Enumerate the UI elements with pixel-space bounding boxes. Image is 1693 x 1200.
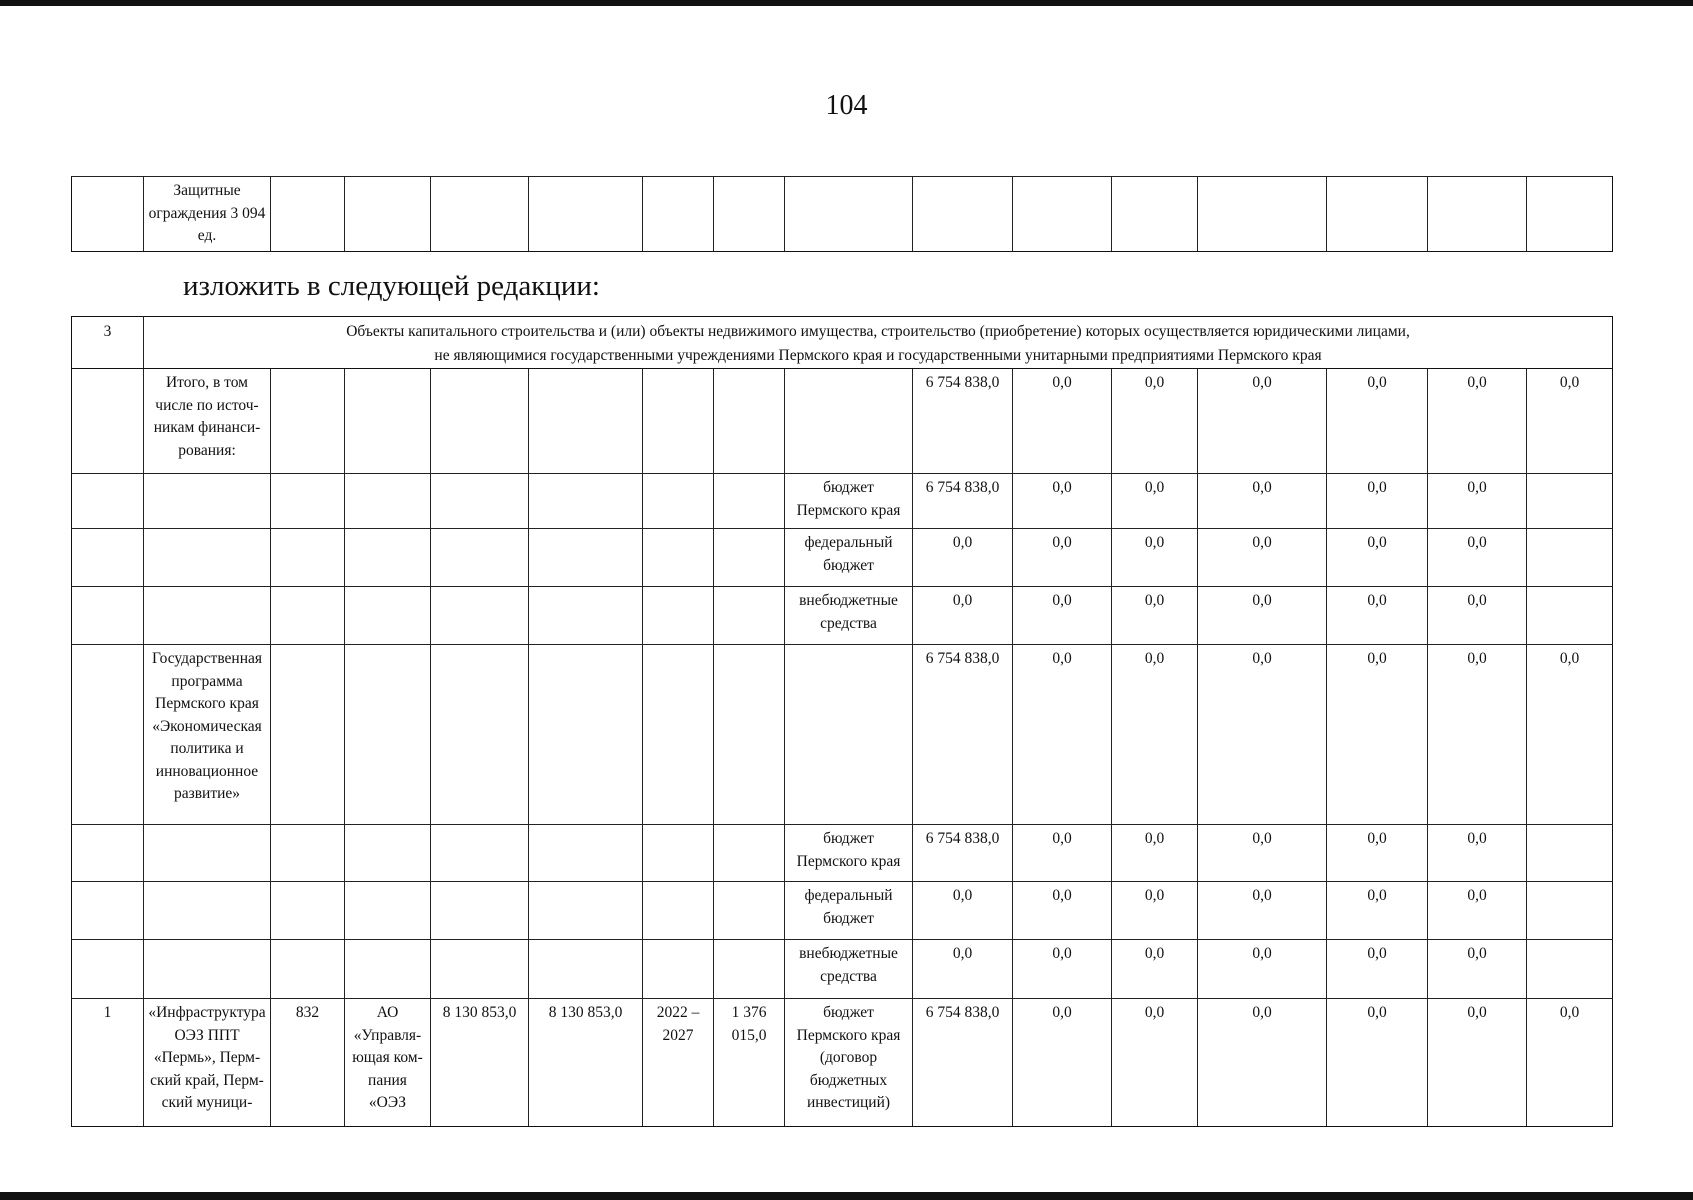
value-1-cell: 6 754 838,0	[913, 999, 1013, 1127]
table-cell	[1527, 177, 1613, 252]
value-7-cell	[1527, 940, 1613, 999]
cost-limit-cell	[529, 940, 643, 999]
value-4-cell: 0,0	[1198, 825, 1327, 882]
value-4-cell: 0,0	[1198, 587, 1327, 645]
value-1-cell: 6 754 838,0	[913, 474, 1013, 529]
cost-limit-cell	[529, 529, 643, 587]
value-3-cell: 0,0	[1112, 940, 1198, 999]
value-6-cell: 0,0	[1428, 645, 1527, 825]
estimated-cost-cell	[431, 882, 529, 940]
row-number-cell: 1	[72, 999, 144, 1127]
organization-cell	[345, 529, 431, 587]
capacity-cell: 1 376 015,0	[714, 999, 785, 1127]
code-cell	[271, 940, 345, 999]
funding-source-cell: бюджет Пермского края (договор бюджетных инвестиций)	[785, 999, 913, 1127]
page-number: 104	[825, 90, 868, 121]
value-7-cell	[1527, 882, 1613, 940]
value-2-cell: 0,0	[1013, 587, 1112, 645]
period-cell	[643, 825, 714, 882]
value-3-cell: 0,0	[1112, 645, 1198, 825]
value-4-cell: 0,0	[1198, 940, 1327, 999]
estimated-cost-cell	[431, 474, 529, 529]
value-7-cell: 0,0	[1527, 999, 1613, 1127]
value-2-cell: 0,0	[1013, 369, 1112, 474]
value-1-cell: 6 754 838,0	[913, 825, 1013, 882]
value-2-cell: 0,0	[1013, 999, 1112, 1127]
period-cell	[643, 587, 714, 645]
value-4-cell: 0,0	[1198, 529, 1327, 587]
value-6-cell: 0,0	[1428, 940, 1527, 999]
value-3-cell: 0,0	[1112, 999, 1198, 1127]
value-5-cell: 0,0	[1327, 882, 1428, 940]
capacity-cell	[714, 587, 785, 645]
section-number: 3	[72, 317, 144, 369]
value-7-cell: 0,0	[1527, 645, 1613, 825]
table-row	[72, 529, 1613, 587]
value-1-cell: 6 754 838,0	[913, 645, 1013, 825]
funding-source-cell: федеральный бюджет	[785, 529, 913, 587]
amendment-heading: изложить в следующей редакции:	[183, 270, 600, 302]
value-1-cell: 6 754 838,0	[913, 369, 1013, 474]
estimated-cost-cell	[431, 940, 529, 999]
period-cell	[643, 474, 714, 529]
period-cell	[643, 882, 714, 940]
main-table	[71, 316, 1613, 1127]
estimated-cost-cell	[431, 645, 529, 825]
funding-source-cell: внебюджетные средства	[785, 587, 913, 645]
cost-limit-cell: 8 130 853,0	[529, 999, 643, 1127]
row-number-cell	[72, 587, 144, 645]
object-name-cell: Итого, в том числе по источ-никам финанси-рования:	[144, 369, 271, 474]
cost-limit-cell	[529, 645, 643, 825]
value-6-cell: 0,0	[1428, 587, 1527, 645]
object-name-cell	[144, 474, 271, 529]
value-1-cell: 0,0	[913, 940, 1013, 999]
row-number-cell	[72, 940, 144, 999]
table-cell	[913, 177, 1013, 252]
cost-limit-cell	[529, 882, 643, 940]
value-1-cell: 0,0	[913, 529, 1013, 587]
table-cell	[529, 177, 643, 252]
capacity-cell	[714, 529, 785, 587]
code-cell	[271, 474, 345, 529]
funding-source-cell: бюджет Пермского края	[785, 474, 913, 529]
cost-limit-cell	[529, 587, 643, 645]
code-cell	[271, 645, 345, 825]
estimated-cost-cell	[431, 529, 529, 587]
section-title	[144, 317, 1613, 369]
section-header-row	[72, 317, 1613, 369]
estimated-cost-cell	[431, 369, 529, 474]
value-2-cell: 0,0	[1013, 882, 1112, 940]
funding-source-cell	[785, 369, 913, 474]
period-cell	[643, 645, 714, 825]
period-cell	[643, 529, 714, 587]
value-6-cell: 0,0	[1428, 825, 1527, 882]
scan-bottom-edge	[0, 1192, 1693, 1200]
value-1-cell: 0,0	[913, 882, 1013, 940]
organization-cell: АО «Управля-ющая ком-пания «ОЭЗ	[345, 999, 431, 1127]
table-row	[72, 369, 1613, 474]
value-2-cell: 0,0	[1013, 529, 1112, 587]
table-cell	[1428, 177, 1527, 252]
object-name-cell	[144, 940, 271, 999]
value-3-cell: 0,0	[1112, 474, 1198, 529]
cost-limit-cell	[529, 474, 643, 529]
value-3-cell: 0,0	[1112, 587, 1198, 645]
row-number-cell	[72, 882, 144, 940]
table-row	[72, 999, 1613, 1127]
capacity-cell	[714, 882, 785, 940]
table-row	[72, 474, 1613, 529]
value-5-cell: 0,0	[1327, 369, 1428, 474]
table-row	[72, 940, 1613, 999]
value-3-cell: 0,0	[1112, 369, 1198, 474]
value-5-cell: 0,0	[1327, 999, 1428, 1127]
capacity-cell	[714, 474, 785, 529]
period-cell	[643, 369, 714, 474]
value-4-cell: 0,0	[1198, 369, 1327, 474]
organization-cell	[345, 940, 431, 999]
scan-top-edge	[0, 0, 1693, 6]
funding-source-cell: бюджет Пермского края	[785, 825, 913, 882]
estimated-cost-cell: 8 130 853,0	[431, 999, 529, 1127]
value-3-cell: 0,0	[1112, 529, 1198, 587]
table-cell	[345, 177, 431, 252]
table-cell	[714, 177, 785, 252]
code-cell	[271, 587, 345, 645]
funding-source-cell: федеральный бюджет	[785, 882, 913, 940]
table-cell	[271, 177, 345, 252]
value-3-cell: 0,0	[1112, 882, 1198, 940]
value-4-cell: 0,0	[1198, 999, 1327, 1127]
object-name-cell: Государственная программа Пермского края «Экономическая политика и инновационное развитие»	[144, 645, 271, 825]
object-name-cell	[144, 825, 271, 882]
value-6-cell: 0,0	[1428, 474, 1527, 529]
value-7-cell	[1527, 529, 1613, 587]
funding-source-cell	[785, 645, 913, 825]
capacity-cell	[714, 825, 785, 882]
value-2-cell: 0,0	[1013, 645, 1112, 825]
estimated-cost-cell	[431, 587, 529, 645]
table-row	[72, 825, 1613, 882]
organization-cell	[345, 587, 431, 645]
value-7-cell	[1527, 474, 1613, 529]
period-cell	[643, 940, 714, 999]
object-name-cell	[144, 882, 271, 940]
value-2-cell: 0,0	[1013, 825, 1112, 882]
value-3-cell: 0,0	[1112, 825, 1198, 882]
capacity-cell	[714, 940, 785, 999]
table-body	[72, 369, 1613, 1127]
code-cell	[271, 825, 345, 882]
row-number-cell	[72, 474, 144, 529]
table-cell	[1013, 177, 1112, 252]
table-row	[72, 587, 1613, 645]
value-1-cell: 0,0	[913, 587, 1013, 645]
estimated-cost-cell	[431, 825, 529, 882]
object-name-cell	[144, 529, 271, 587]
value-6-cell: 0,0	[1428, 999, 1527, 1127]
row-number-cell	[72, 529, 144, 587]
table-cell	[1327, 177, 1428, 252]
value-7-cell	[1527, 825, 1613, 882]
section-title-line-2: не являющимися государственными учреждениями Пермского края и государственными унитарными предприятиями Пермского края	[434, 347, 1322, 364]
table-cell	[1198, 177, 1327, 252]
organization-cell	[345, 369, 431, 474]
table-row	[72, 882, 1613, 940]
value-6-cell: 0,0	[1428, 882, 1527, 940]
code-cell	[271, 369, 345, 474]
value-5-cell: 0,0	[1327, 529, 1428, 587]
protective-barriers-row	[72, 177, 1613, 252]
value-5-cell: 0,0	[1327, 940, 1428, 999]
object-name-cell	[144, 587, 271, 645]
row-number-cell	[72, 825, 144, 882]
code-cell	[271, 882, 345, 940]
value-2-cell: 0,0	[1013, 474, 1112, 529]
organization-cell	[345, 645, 431, 825]
previous-table-fragment	[71, 176, 1613, 252]
value-4-cell: 0,0	[1198, 474, 1327, 529]
table-cell	[72, 177, 144, 252]
funding-source-cell: внебюджетные средства	[785, 940, 913, 999]
capacity-cell	[714, 645, 785, 825]
capacity-cell	[714, 369, 785, 474]
organization-cell	[345, 882, 431, 940]
value-7-cell: 0,0	[1527, 369, 1613, 474]
code-cell: 832	[271, 999, 345, 1127]
section-title-line-1: Объекты капитального строительства и (или) объекты недвижимого имущества, строительство (приобретение) которых осуществляется юридическими лицами,	[346, 323, 1410, 340]
table-cell	[643, 177, 714, 252]
value-5-cell: 0,0	[1327, 474, 1428, 529]
organization-cell	[345, 825, 431, 882]
period-cell: 2022 – 2027	[643, 999, 714, 1127]
value-2-cell: 0,0	[1013, 940, 1112, 999]
organization-cell	[345, 474, 431, 529]
cost-limit-cell	[529, 369, 643, 474]
row-number-cell	[72, 645, 144, 825]
value-7-cell	[1527, 587, 1613, 645]
code-cell	[271, 529, 345, 587]
value-6-cell: 0,0	[1428, 369, 1527, 474]
table-cell	[1112, 177, 1198, 252]
table-cell	[785, 177, 913, 252]
table-row	[72, 645, 1613, 825]
value-5-cell: 0,0	[1327, 825, 1428, 882]
row-number-cell	[72, 369, 144, 474]
cost-limit-cell	[529, 825, 643, 882]
table-cell	[431, 177, 529, 252]
value-5-cell: 0,0	[1327, 645, 1428, 825]
value-4-cell: 0,0	[1198, 645, 1327, 825]
value-4-cell: 0,0	[1198, 882, 1327, 940]
value-5-cell: 0,0	[1327, 587, 1428, 645]
object-name-cell: «Инфраструктура ОЭЗ ППТ «Пермь», Перм-ский край, Перм-ский муници-	[144, 999, 271, 1127]
protective-barriers-label: Защитные ограждения 3 094 ед.	[144, 177, 271, 252]
value-6-cell: 0,0	[1428, 529, 1527, 587]
